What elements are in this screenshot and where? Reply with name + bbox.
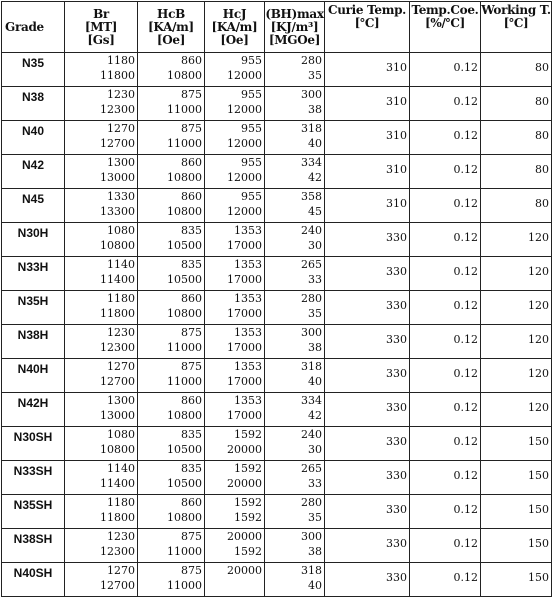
hcb-cell (138, 291, 205, 325)
header-hcb: HcB [KA/m] [Oe] (138, 2, 205, 53)
temp-coe-cell: 0.12 (410, 53, 481, 87)
hcj-si-value: 955 (241, 122, 262, 135)
bhmax-si-value: 300 (301, 530, 322, 543)
temp-coe-cell: 0.12 (410, 325, 481, 359)
br-cgs-value: 12700 (100, 137, 135, 150)
working-temp-cell: 80 (481, 53, 552, 87)
bhmax-cell (265, 563, 325, 597)
temp-coe-cell: 0.12 (410, 189, 481, 223)
curie-temp-cell: 330 (325, 427, 410, 461)
hcj-si-value: 1353 (234, 360, 262, 373)
bhmax-si-value: 318 (301, 564, 322, 577)
curie-temp-cell: 310 (325, 87, 410, 121)
temp-coe-cell: 0.12 (410, 495, 481, 529)
working-temp-cell: 80 (481, 87, 552, 121)
bhmax-cell (265, 121, 325, 155)
grade-cell: N35 (2, 53, 65, 87)
hcj-si-value: 1353 (234, 292, 262, 305)
hcb-cell (138, 53, 205, 87)
br-cgs-value: 13300 (100, 205, 135, 218)
hcb-cell (138, 359, 205, 393)
working-temp-cell: 150 (481, 563, 552, 597)
br-cell (65, 495, 138, 529)
hcj-cgs-value: 12000 (227, 205, 262, 218)
hcb-si-value: 835 (181, 428, 202, 441)
hcj-cgs-value: 20000 (227, 443, 262, 456)
grade-cell: N35H (2, 291, 65, 325)
bhmax-cell (265, 87, 325, 121)
working-temp-cell: 120 (481, 393, 552, 427)
hcj-cgs-value: 17000 (227, 239, 262, 252)
hcb-cgs-value: 10800 (167, 171, 202, 184)
hcb-cgs-value: 10500 (167, 443, 202, 456)
hcj-cell (205, 155, 265, 189)
bhmax-cell (265, 189, 325, 223)
hcj-cell (205, 325, 265, 359)
bhmax-cell (265, 325, 325, 359)
bhmax-si-value: 280 (301, 292, 322, 305)
br-cell (65, 359, 138, 393)
br-si-value: 1230 (107, 326, 135, 339)
hcb-cgs-value: 11000 (167, 137, 202, 150)
hcb-cgs-value: 10500 (167, 477, 202, 490)
table-row (2, 121, 552, 155)
table-row (2, 427, 552, 461)
hcb-cgs-value: 11000 (167, 103, 202, 116)
br-si-value: 1230 (107, 530, 135, 543)
br-cell (65, 461, 138, 495)
hcb-si-value: 835 (181, 224, 202, 237)
table-row (2, 495, 552, 529)
bhmax-cgs-value: 33 (308, 477, 322, 490)
br-cgs-value: 13000 (100, 409, 135, 422)
hcb-cell (138, 529, 205, 563)
hcj-cgs-value: 20000 (227, 477, 262, 490)
hcb-si-value: 860 (181, 156, 202, 169)
hcb-si-value: 860 (181, 292, 202, 305)
hcj-cell (205, 257, 265, 291)
bhmax-si-value: 240 (301, 428, 322, 441)
br-si-value: 1140 (107, 462, 135, 475)
temp-coe-cell: 0.12 (410, 427, 481, 461)
bhmax-cgs-value: 30 (308, 239, 322, 252)
working-temp-cell: 120 (481, 257, 552, 291)
header-br: Br [MT] [Gs] (65, 2, 138, 53)
bhmax-cell (265, 53, 325, 87)
hcb-si-value: 875 (181, 564, 202, 577)
bhmax-cell (265, 257, 325, 291)
bhmax-cell (265, 155, 325, 189)
hcb-cell (138, 427, 205, 461)
header-row (2, 2, 552, 53)
hcj-cell (205, 87, 265, 121)
bhmax-cell (265, 461, 325, 495)
magnet-grade-table (1, 1, 552, 597)
curie-temp-cell: 330 (325, 563, 410, 597)
bhmax-cgs-value: 40 (308, 579, 322, 592)
table-row (2, 53, 552, 87)
bhmax-si-value: 334 (301, 394, 322, 407)
br-cgs-value: 10800 (100, 239, 135, 252)
table-row (2, 257, 552, 291)
grade-cell: N38 (2, 87, 65, 121)
table-row (2, 393, 552, 427)
grade-cell: N38H (2, 325, 65, 359)
working-temp-cell: 80 (481, 189, 552, 223)
hcb-si-value: 860 (181, 54, 202, 67)
working-temp-cell: 120 (481, 359, 552, 393)
hcb-cell (138, 495, 205, 529)
working-temp-cell: 80 (481, 155, 552, 189)
br-cgs-value: 11400 (100, 273, 135, 286)
br-cgs-value: 13000 (100, 171, 135, 184)
hcj-cell (205, 563, 265, 597)
br-si-value: 1140 (107, 258, 135, 271)
hcb-cell (138, 189, 205, 223)
hcj-cgs-value: 17000 (227, 341, 262, 354)
temp-coe-cell: 0.12 (410, 563, 481, 597)
hcj-si-value: 20000 (227, 530, 262, 543)
br-si-value: 1180 (107, 292, 135, 305)
br-cgs-value: 11800 (100, 307, 135, 320)
working-temp-cell: 150 (481, 461, 552, 495)
hcj-cgs-value: 17000 (227, 273, 262, 286)
hcb-si-value: 875 (181, 122, 202, 135)
hcj-si-value: 955 (241, 190, 262, 203)
grade-cell: N42H (2, 393, 65, 427)
hcb-cell (138, 325, 205, 359)
bhmax-si-value: 280 (301, 54, 322, 67)
hcj-cell (205, 427, 265, 461)
bhmax-cgs-value: 35 (308, 307, 322, 320)
curie-temp-cell: 330 (325, 495, 410, 529)
hcj-cell (205, 393, 265, 427)
grade-cell: N38SH (2, 529, 65, 563)
header-temp-coe: Temp.Coe. [%/℃] (410, 2, 481, 53)
hcb-cell (138, 563, 205, 597)
br-cell (65, 223, 138, 257)
hcj-cell (205, 529, 265, 563)
table-row (2, 291, 552, 325)
br-cell (65, 189, 138, 223)
temp-coe-cell: 0.12 (410, 461, 481, 495)
curie-temp-cell: 330 (325, 257, 410, 291)
table-row (2, 189, 552, 223)
bhmax-cgs-value: 42 (308, 171, 322, 184)
br-cell (65, 121, 138, 155)
bhmax-cell (265, 393, 325, 427)
hcj-cgs-value: 17000 (227, 375, 262, 388)
table-row (2, 529, 552, 563)
bhmax-cgs-value: 40 (308, 375, 322, 388)
bhmax-cell (265, 427, 325, 461)
hcb-cell (138, 155, 205, 189)
hcb-si-value: 875 (181, 326, 202, 339)
hcb-cgs-value: 10500 (167, 239, 202, 252)
hcb-cgs-value: 10500 (167, 273, 202, 286)
br-cgs-value: 12700 (100, 579, 135, 592)
br-si-value: 1230 (107, 88, 135, 101)
bhmax-si-value: 300 (301, 88, 322, 101)
hcj-si-value: 1353 (234, 258, 262, 271)
table-body (2, 53, 552, 597)
hcj-cgs-value: 12000 (227, 69, 262, 82)
hcj-cell (205, 495, 265, 529)
bhmax-si-value: 265 (301, 258, 322, 271)
bhmax-cell (265, 223, 325, 257)
curie-temp-cell: 330 (325, 291, 410, 325)
hcb-cell (138, 121, 205, 155)
bhmax-cgs-value: 38 (308, 545, 322, 558)
hcb-si-value: 860 (181, 190, 202, 203)
working-temp-cell: 120 (481, 325, 552, 359)
hcb-cgs-value: 10800 (167, 307, 202, 320)
bhmax-si-value: 265 (301, 462, 322, 475)
curie-temp-cell: 310 (325, 155, 410, 189)
br-si-value: 1300 (107, 394, 135, 407)
grade-cell: N30H (2, 223, 65, 257)
hcb-si-value: 875 (181, 88, 202, 101)
header-curie-temp: Curie Temp. [℃] (325, 2, 410, 53)
grade-cell: N45 (2, 189, 65, 223)
curie-temp-cell: 310 (325, 189, 410, 223)
hcb-cgs-value: 10800 (167, 69, 202, 82)
hcj-cell (205, 189, 265, 223)
bhmax-cgs-value: 45 (308, 205, 322, 218)
header-hcj: HcJ [KA/m] [Oe] (205, 2, 265, 53)
hcb-cell (138, 87, 205, 121)
bhmax-cgs-value: 40 (308, 137, 322, 150)
br-cgs-value: 12300 (100, 103, 135, 116)
br-cell (65, 257, 138, 291)
hcj-cell (205, 223, 265, 257)
br-si-value: 1080 (107, 428, 135, 441)
table-row (2, 359, 552, 393)
hcb-cgs-value: 10800 (167, 409, 202, 422)
temp-coe-cell: 0.12 (410, 223, 481, 257)
bhmax-cell (265, 359, 325, 393)
curie-temp-cell: 330 (325, 325, 410, 359)
hcj-si-value: 1353 (234, 326, 262, 339)
working-temp-cell: 150 (481, 495, 552, 529)
hcb-cgs-value: 11000 (167, 375, 202, 388)
br-cell (65, 53, 138, 87)
grade-cell: N40 (2, 121, 65, 155)
bhmax-si-value: 240 (301, 224, 322, 237)
curie-temp-cell: 330 (325, 393, 410, 427)
curie-temp-cell: 330 (325, 359, 410, 393)
hcb-cgs-value: 10800 (167, 205, 202, 218)
curie-temp-cell: 310 (325, 121, 410, 155)
grade-cell: N40H (2, 359, 65, 393)
curie-temp-cell: 310 (325, 53, 410, 87)
temp-coe-cell: 0.12 (410, 155, 481, 189)
grade-cell: N30SH (2, 427, 65, 461)
temp-coe-cell: 0.12 (410, 529, 481, 563)
hcj-cgs-value: 17000 (227, 409, 262, 422)
hcj-cgs-value: 17000 (227, 307, 262, 320)
br-cgs-value: 11800 (100, 69, 135, 82)
hcj-cgs-value: 12000 (227, 103, 262, 116)
bhmax-si-value: 334 (301, 156, 322, 169)
hcb-cell (138, 223, 205, 257)
hcj-si-value: 955 (241, 88, 262, 101)
table-row (2, 87, 552, 121)
grade-cell: N42 (2, 155, 65, 189)
bhmax-si-value: 318 (301, 122, 322, 135)
working-temp-cell: 120 (481, 223, 552, 257)
bhmax-si-value: 358 (301, 190, 322, 203)
grade-cell: N40SH (2, 563, 65, 597)
hcj-si-value: 1353 (234, 224, 262, 237)
working-temp-cell: 150 (481, 529, 552, 563)
br-cgs-value: 10800 (100, 443, 135, 456)
br-cell (65, 87, 138, 121)
bhmax-cgs-value: 38 (308, 103, 322, 116)
temp-coe-cell: 0.12 (410, 291, 481, 325)
bhmax-cgs-value: 35 (308, 511, 322, 524)
temp-coe-cell: 0.12 (410, 87, 481, 121)
grade-cell: N33SH (2, 461, 65, 495)
hcb-cgs-value: 11000 (167, 545, 202, 558)
header-bhmax: (BH)max [KJ/m³] [MGOe] (265, 2, 325, 53)
bhmax-si-value: 318 (301, 360, 322, 373)
hcb-cgs-value: 11000 (167, 579, 202, 592)
br-si-value: 1330 (107, 190, 135, 203)
header-working-temp: Working T. [℃] (481, 2, 552, 53)
header-grade: Grade (2, 2, 65, 53)
br-si-value: 1270 (107, 122, 135, 135)
br-cell (65, 529, 138, 563)
table-header (2, 2, 552, 53)
hcj-si-value: 1592 (234, 428, 262, 441)
hcb-si-value: 875 (181, 360, 202, 373)
hcj-si-value: 955 (241, 156, 262, 169)
working-temp-cell: 120 (481, 291, 552, 325)
hcb-si-value: 835 (181, 258, 202, 271)
hcj-cell (205, 291, 265, 325)
hcj-si-value: 20000 (227, 564, 262, 577)
hcb-cgs-value: 11000 (167, 341, 202, 354)
hcj-cell (205, 53, 265, 87)
table-row (2, 223, 552, 257)
table-row (2, 155, 552, 189)
br-cgs-value: 12700 (100, 375, 135, 388)
hcj-si-value: 1353 (234, 394, 262, 407)
hcj-si-value: 955 (241, 54, 262, 67)
curie-temp-cell: 330 (325, 529, 410, 563)
br-cgs-value: 11400 (100, 477, 135, 490)
grade-cell: N33H (2, 257, 65, 291)
bhmax-cgs-value: 38 (308, 341, 322, 354)
br-si-value: 1180 (107, 496, 135, 509)
hcj-cell (205, 359, 265, 393)
br-cell (65, 427, 138, 461)
working-temp-cell: 80 (481, 121, 552, 155)
hcb-cell (138, 461, 205, 495)
hcb-si-value: 835 (181, 462, 202, 475)
bhmax-si-value: 300 (301, 326, 322, 339)
br-cgs-value: 12300 (100, 545, 135, 558)
bhmax-cgs-value: 30 (308, 443, 322, 456)
br-cell (65, 325, 138, 359)
bhmax-cgs-value: 35 (308, 69, 322, 82)
hcj-cgs-value: 12000 (227, 171, 262, 184)
temp-coe-cell: 0.12 (410, 359, 481, 393)
br-cell (65, 563, 138, 597)
br-si-value: 1270 (107, 564, 135, 577)
hcj-cgs-value: 1592 (234, 545, 262, 558)
table-row (2, 461, 552, 495)
hcj-cell (205, 461, 265, 495)
temp-coe-cell: 0.12 (410, 393, 481, 427)
bhmax-cell (265, 495, 325, 529)
grade-cell: N35SH (2, 495, 65, 529)
table-row (2, 325, 552, 359)
hcb-si-value: 860 (181, 394, 202, 407)
bhmax-cgs-value: 42 (308, 409, 322, 422)
hcj-cgs-value: 1592 (234, 511, 262, 524)
hcj-si-value: 1592 (234, 462, 262, 475)
bhmax-cell (265, 291, 325, 325)
temp-coe-cell: 0.12 (410, 121, 481, 155)
table-row (2, 563, 552, 597)
curie-temp-cell: 330 (325, 223, 410, 257)
br-cell (65, 393, 138, 427)
br-si-value: 1270 (107, 360, 135, 373)
br-cell (65, 155, 138, 189)
bhmax-cgs-value: 33 (308, 273, 322, 286)
bhmax-si-value: 280 (301, 496, 322, 509)
br-si-value: 1300 (107, 156, 135, 169)
br-cgs-value: 11800 (100, 511, 135, 524)
hcj-cgs-value: 12000 (227, 137, 262, 150)
hcj-cell (205, 121, 265, 155)
hcb-si-value: 875 (181, 530, 202, 543)
bhmax-cell (265, 529, 325, 563)
hcj-si-value: 1592 (234, 496, 262, 509)
br-cgs-value: 12300 (100, 341, 135, 354)
curie-temp-cell: 330 (325, 461, 410, 495)
br-si-value: 1080 (107, 224, 135, 237)
temp-coe-cell: 0.12 (410, 257, 481, 291)
working-temp-cell: 150 (481, 427, 552, 461)
hcb-cgs-value: 10800 (167, 511, 202, 524)
hcb-cell (138, 257, 205, 291)
hcb-cell (138, 393, 205, 427)
br-cell (65, 291, 138, 325)
hcb-si-value: 860 (181, 496, 202, 509)
br-si-value: 1180 (107, 54, 135, 67)
